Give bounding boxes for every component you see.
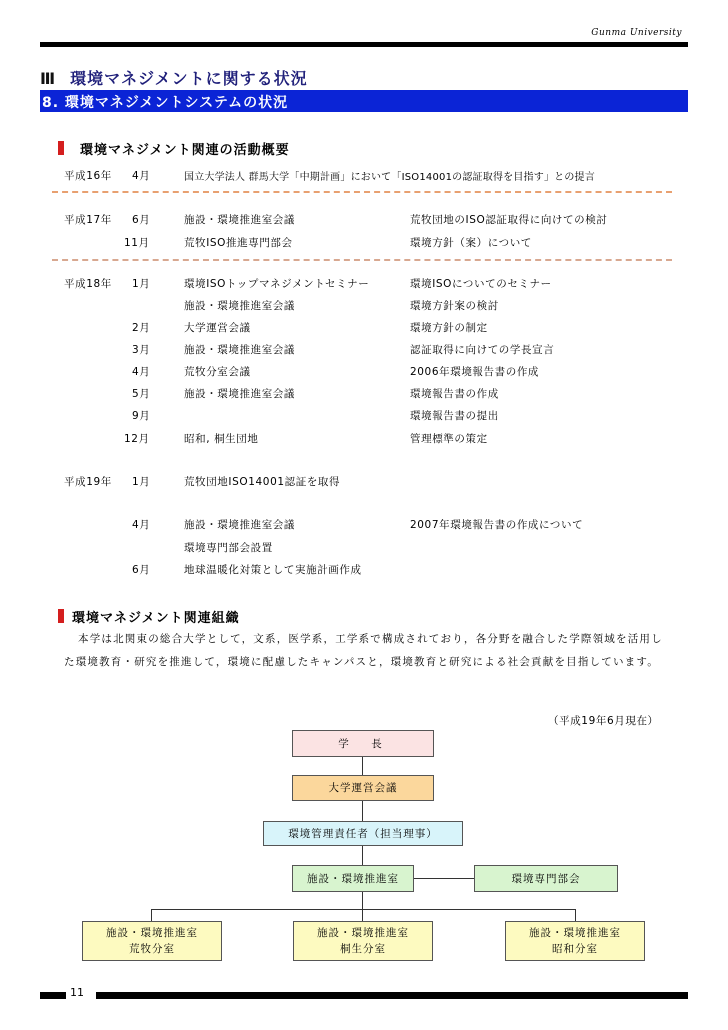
- row-month: 4月: [132, 366, 151, 378]
- row-month: 4月: [132, 519, 151, 531]
- row-month: 12月: [124, 433, 150, 445]
- row-event: 荒牧ISO推進専門部会: [184, 237, 293, 249]
- connector: [575, 909, 576, 921]
- row-month: 1月: [132, 278, 151, 290]
- branch-line1: 施設・環境推進室: [106, 927, 198, 939]
- row-year: 平成17年: [64, 214, 112, 226]
- footer-rule-left: [40, 992, 66, 999]
- org-facility-office-box: 施設・環境推進室: [292, 865, 414, 892]
- row-event: 施設・環境推進室会議: [184, 388, 295, 400]
- connector: [362, 909, 363, 921]
- row-month: 6月: [132, 564, 151, 576]
- branch-line1: 施設・環境推進室: [529, 927, 621, 939]
- org-description: 本学は北関東の総合大学として，文系，医学系，工学系で構成されており，各分野を融合した学際領域を活用した環境教育・研究を推進して，環境に配慮したキャンパスと，環境教育と研究による社会貢献を目指しています。: [64, 633, 663, 668]
- row-year: 平成16年: [64, 170, 112, 182]
- row-event: 施設・環境推進室会議: [184, 300, 295, 312]
- org-committee-box: 環境専門部会: [474, 865, 618, 892]
- row-event: 荒牧分室会議: [184, 366, 251, 378]
- row-event: 荒牧団地ISO14001認証を取得: [184, 476, 341, 488]
- org-manager-box: 環境管理責任者（担当理事）: [263, 821, 463, 846]
- row-note: 環境報告書の作成: [410, 388, 499, 400]
- connector: [362, 801, 363, 821]
- row-month: 4月: [132, 170, 151, 182]
- org-branch-aramaki-box: [82, 921, 222, 961]
- section-title: 8. 環境マネジメントシステムの状況: [42, 95, 289, 111]
- row-month: 1月: [132, 476, 151, 488]
- chapter-title-text: 環境マネジメントに関する状況: [70, 69, 308, 88]
- row-note: 2006年環境報告書の作成: [410, 366, 540, 378]
- connector: [362, 892, 363, 909]
- connector: [151, 909, 152, 921]
- row-note: 荒牧団地のISO認証取得に向けての検討: [410, 214, 608, 226]
- row-note: 環境報告書の提出: [410, 410, 499, 422]
- org-heading: 環境マネジメント関連組織: [72, 611, 240, 626]
- row-event: 国立大学法人 群馬大学「中期計画」において「ISO14001の認証取得を目指す」との提言: [184, 172, 595, 183]
- row-month: 6月: [132, 214, 151, 226]
- row-note: 環境ISOについてのセミナー: [410, 278, 552, 290]
- branch-line2: 昭和分室: [552, 943, 598, 955]
- org-branch-showa-box: [505, 921, 645, 961]
- org-council-box: 大学運営会議: [292, 775, 434, 801]
- row-note: 環境方針（案）について: [410, 237, 532, 249]
- chapter-title: [40, 66, 308, 89]
- row-event: 施設・環境推進室会議: [184, 214, 295, 226]
- org-branch-kiryu-box: [293, 921, 433, 961]
- row-event: 環境専門部会設置: [184, 542, 273, 554]
- divider: [52, 259, 672, 261]
- branch-line2: 桐生分室: [340, 943, 386, 955]
- connector: [151, 909, 575, 910]
- connector: [362, 757, 363, 775]
- branch-line2: 荒牧分室: [129, 943, 175, 955]
- footer-rule-right: [96, 992, 688, 999]
- date-note: （平成19年6月現在）: [548, 715, 659, 727]
- row-note: 管理標準の策定: [410, 433, 488, 445]
- org-president-box: 学 長: [292, 730, 434, 757]
- row-year: 平成18年: [64, 278, 112, 290]
- row-month: 3月: [132, 344, 151, 356]
- connector: [413, 878, 474, 879]
- heading-marker: [58, 609, 64, 623]
- row-event: 施設・環境推進室会議: [184, 344, 295, 356]
- row-event: 大学運営会議: [184, 322, 251, 334]
- connector: [362, 846, 363, 865]
- row-month: 5月: [132, 388, 151, 400]
- row-month: 9月: [132, 410, 151, 422]
- page-number: 11: [70, 986, 84, 999]
- row-note: 2007年環境報告書の作成について: [410, 519, 584, 531]
- header-rule: [40, 42, 688, 47]
- chapter-number: Ⅲ: [40, 69, 57, 88]
- row-note: 認証取得に向けての学長宣言: [410, 344, 555, 356]
- divider: [52, 191, 672, 193]
- row-note: 環境方針の制定: [410, 322, 488, 334]
- row-event: 環境ISOトップマネジメントセミナー: [184, 278, 370, 290]
- activities-heading: 環境マネジメント関連の活動概要: [80, 143, 290, 158]
- heading-marker: [58, 141, 64, 155]
- row-event: 昭和, 桐生団地: [184, 433, 259, 445]
- row-event: 地球温暖化対策として実施計画作成: [184, 564, 362, 576]
- row-month: 11月: [124, 237, 150, 249]
- row-month: 2月: [132, 322, 151, 334]
- university-name: Gunma University: [591, 28, 682, 38]
- row-event: 施設・環境推進室会議: [184, 519, 295, 531]
- branch-line1: 施設・環境推進室: [317, 927, 409, 939]
- row-year: 平成19年: [64, 476, 112, 488]
- row-note: 環境方針案の検討: [410, 300, 499, 312]
